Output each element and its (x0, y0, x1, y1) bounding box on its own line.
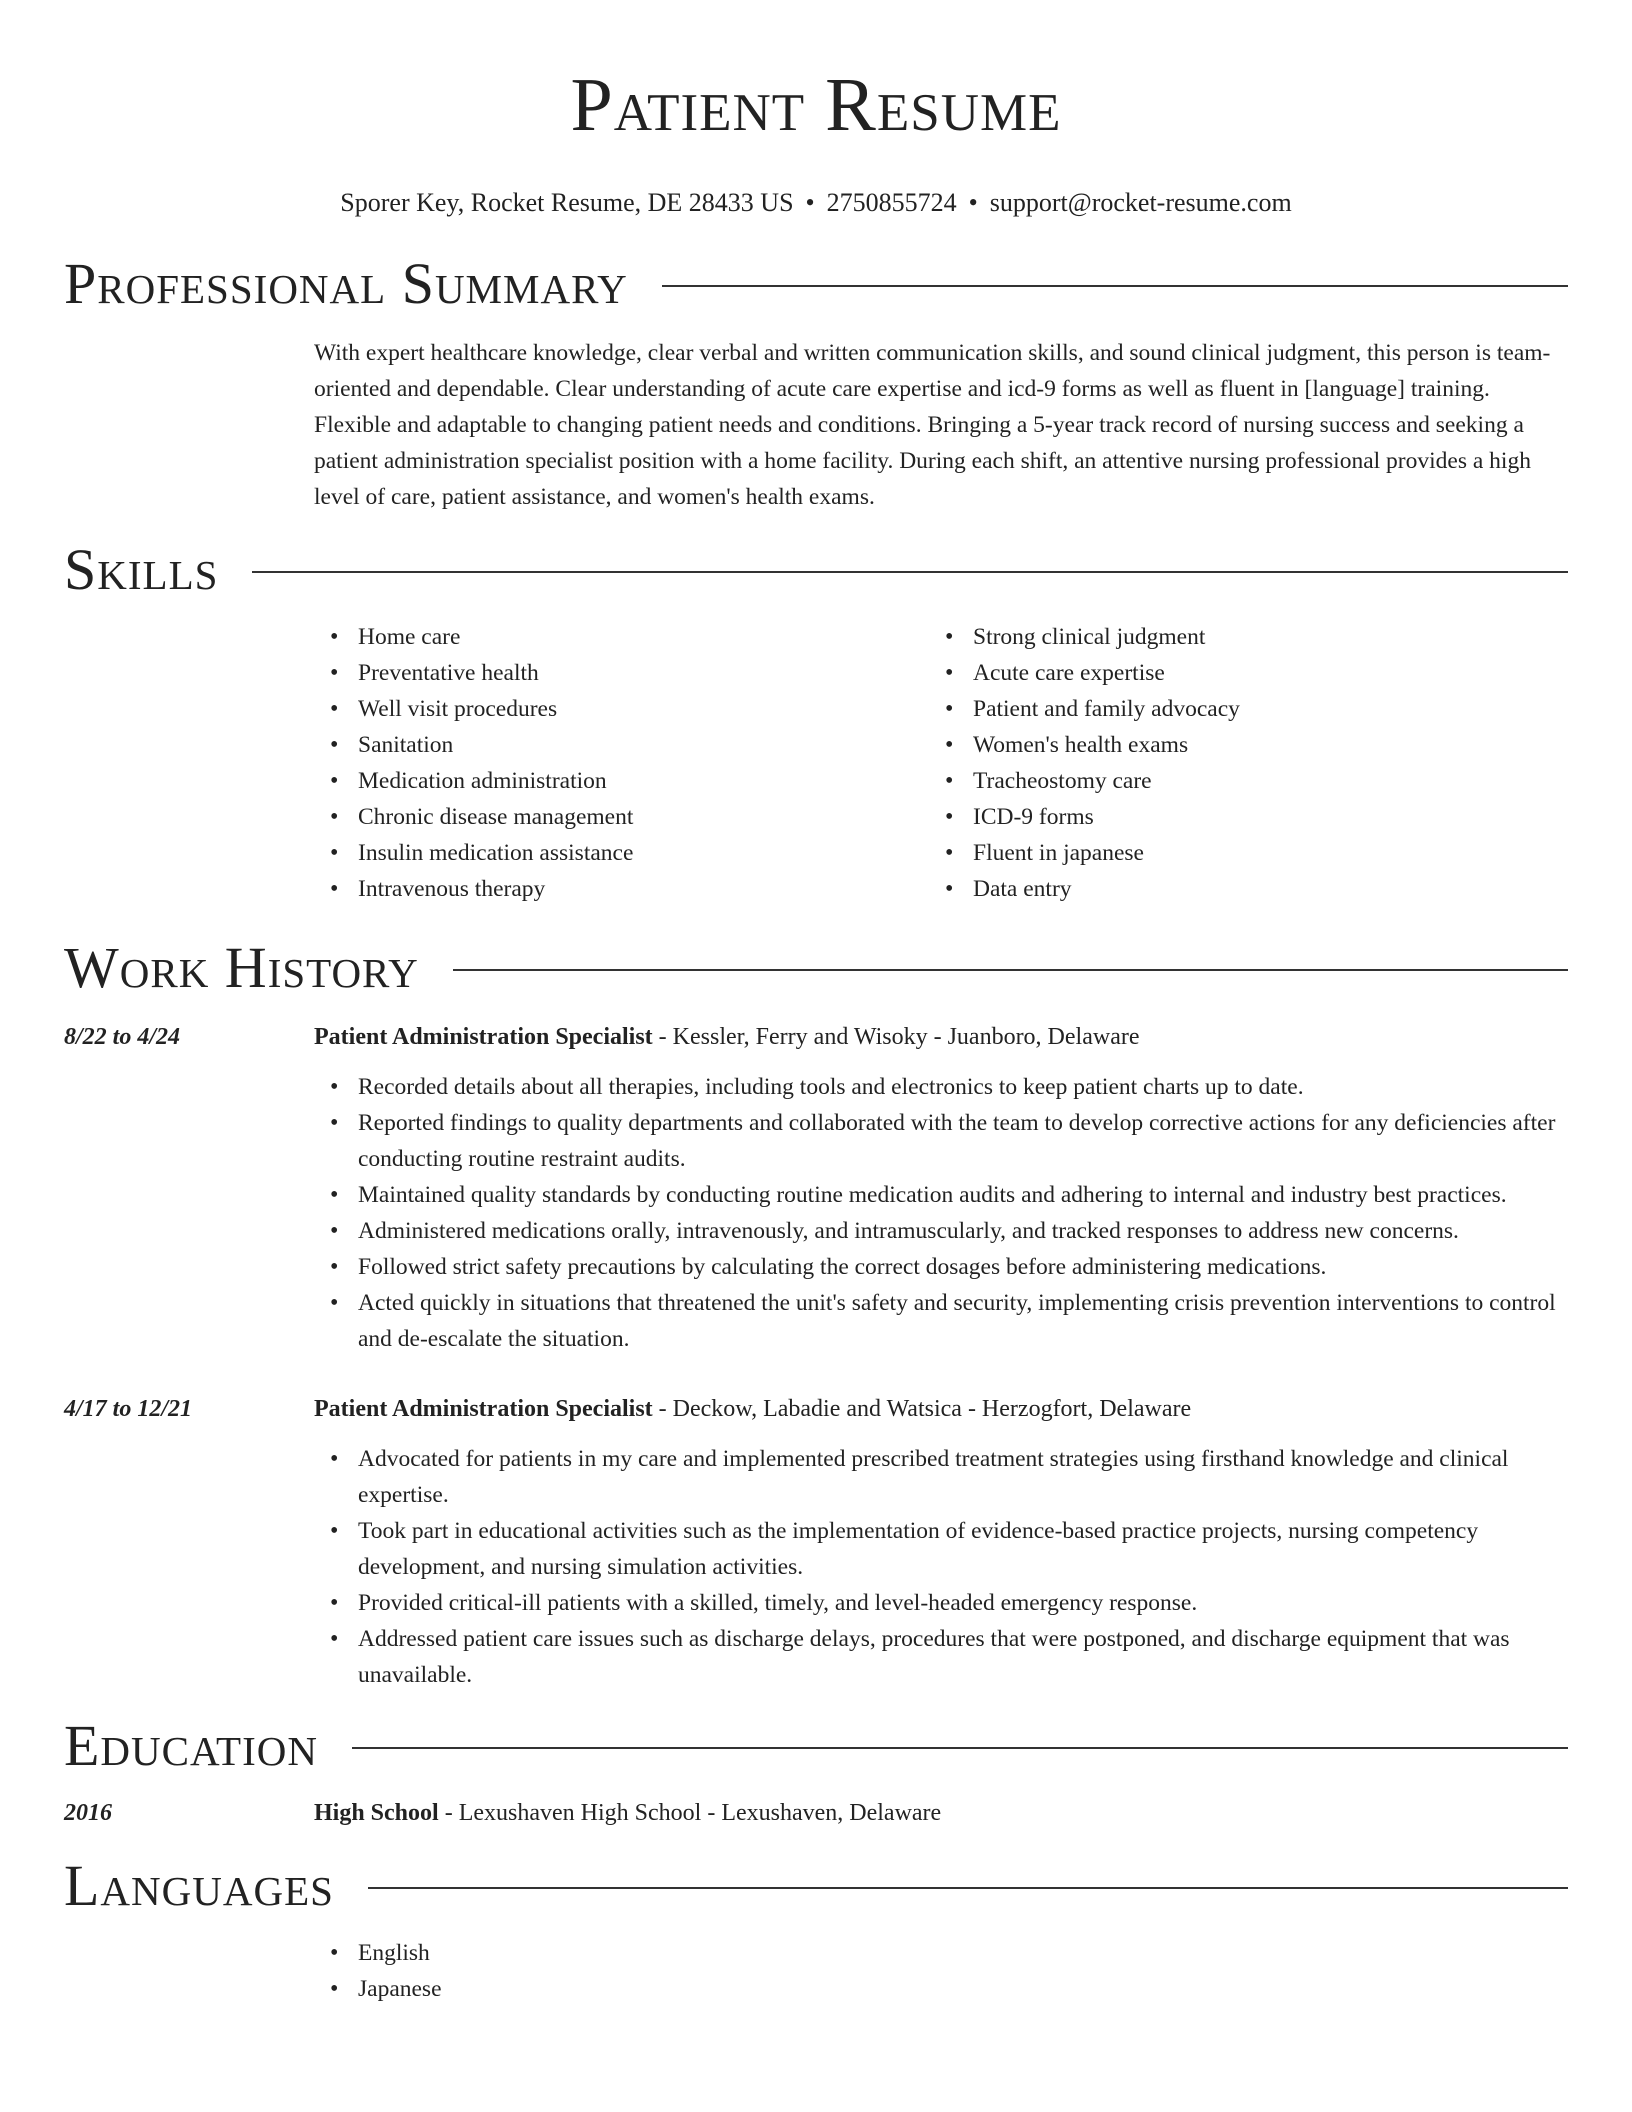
job-employer: - Deckow, Labadie and Watsica - Herzogfort, Delaware (652, 1396, 1192, 1422)
work-heading: Work History (64, 935, 419, 1000)
skills-section-heading (64, 535, 1568, 605)
job-bullet: • Followed strict safety precautions by calculating the correct dosages before administering medications. (314, 1249, 1568, 1285)
job-dates: 8/22 to 4/24 (64, 1024, 181, 1050)
job-bullet: • Recorded details about all therapies, including tools and electronics to keep patient charts up to date. (314, 1069, 1568, 1105)
job-title: Patient Administration Specialist (314, 1024, 653, 1050)
section-divider (352, 1747, 1568, 1749)
skill-item: • Sanitation (314, 727, 929, 763)
contact-email: support@rocket-resume.com (989, 188, 1292, 217)
job-bullets (314, 1069, 1568, 1357)
section-divider (368, 1887, 1568, 1889)
skill-item: • Data entry (929, 871, 1544, 907)
summary-text: With expert healthcare knowledge, clear verbal and written communication skills, and sound clinical judgment, this person is team-oriented and dependable. Clear understanding of acute care expertise and icd-9 forms as well as fluent in [language] training. Flexible and adaptable to changing patient needs and conditions. Bringing a 5-year track record of nursing success and seeking a patient administration specialist position with a home facility. During each shift, an attentive nursing professional provides a high level of care, patient assistance, and women's health exams. (314, 340, 1551, 510)
skill-item: • Patient and family advocacy (929, 691, 1544, 727)
contact-line (64, 187, 1568, 219)
job-entry (64, 1391, 1568, 1693)
job-bullet: • Addressed patient care issues such as discharge delays, procedures that were postponed, and discharge equipment that was unavailable. (314, 1621, 1568, 1693)
job-bullet: • Took part in educational activities such as the implementation of evidence-based practice projects, nursing competency development, and nursing simulation activities. (314, 1513, 1568, 1585)
section-divider (453, 969, 1568, 971)
skill-item: • ICD-9 forms (929, 799, 1544, 835)
job-bullet: • Provided critical-ill patients with a skilled, timely, and level-headed emergency response. (314, 1585, 1568, 1621)
skill-item: • Medication administration (314, 763, 929, 799)
skill-item: • Strong clinical judgment (929, 619, 1544, 655)
job-detail (314, 1019, 1568, 1357)
skill-item: • Well visit procedures (314, 691, 929, 727)
work-section-heading (64, 933, 1568, 1003)
education-section-heading (64, 1711, 1568, 1781)
job-title-line (314, 1391, 1568, 1427)
summary-body (314, 335, 1568, 515)
skill-item: • Acute care expertise (929, 655, 1544, 691)
skill-item: • Tracheostomy care (929, 763, 1544, 799)
section-divider (662, 285, 1568, 287)
job-title: Patient Administration Specialist (314, 1396, 653, 1422)
skill-item: • Home care (314, 619, 929, 655)
job-detail (314, 1391, 1568, 1693)
contact-separator: • (968, 188, 978, 217)
language-item: • English (314, 1935, 1568, 1971)
resume-name: Patient Resume (570, 63, 1062, 147)
education-school: - Lexushaven High School - Lexushaven, Delaware (438, 1800, 942, 1826)
contact-address: Sporer Key, Rocket Resume, DE 28433 US (340, 188, 794, 217)
section-divider (252, 571, 1568, 573)
summary-heading: Professional Summary (64, 251, 628, 316)
education-degree: High School (314, 1800, 439, 1826)
education-heading: Education (64, 1713, 318, 1778)
languages-heading: Languages (64, 1853, 334, 1918)
languages-body (314, 1935, 1568, 2007)
job-bullet: • Reported findings to quality departments and collaborated with the team to develop corrective actions for any deficiencies after conducting routine restraint audits. (314, 1105, 1568, 1177)
job-bullet: • Maintained quality standards by conducting routine medication audits and adhering to internal and industry best practices. (314, 1177, 1568, 1213)
job-bullet: • Administered medications orally, intravenously, and intramuscularly, and tracked responses to address new concerns. (314, 1213, 1568, 1249)
skills-grid (314, 619, 1568, 907)
job-bullet: • Advocated for patients in my care and implemented prescribed treatment strategies using firsthand knowledge and clinical expertise. (314, 1441, 1568, 1513)
skill-item: • Chronic disease management (314, 799, 929, 835)
languages-section-heading (64, 1851, 1568, 1921)
education-year: 2016 (64, 1800, 112, 1826)
education-entry (64, 1795, 1568, 1831)
languages-list (314, 1935, 1568, 2007)
contact-separator: • (805, 188, 815, 217)
skill-item: • Fluent in japanese (929, 835, 1544, 871)
job-employer: - Kessler, Ferry and Wisoky - Juanboro, Delaware (652, 1024, 1140, 1050)
education-line (314, 1795, 1568, 1831)
summary-section-heading (64, 249, 1568, 319)
skills-heading: Skills (64, 537, 219, 602)
job-entry (64, 1019, 1568, 1357)
job-bullet: • Acted quickly in situations that threatened the unit's safety and security, implementing crisis prevention interventions to control and de-escalate the situation. (314, 1285, 1568, 1357)
skill-item: • Women's health exams (929, 727, 1544, 763)
skills-right-column (929, 619, 1544, 907)
contact-phone: 2750855724 (826, 188, 957, 217)
job-title-line (314, 1019, 1568, 1055)
job-dates: 4/17 to 12/21 (64, 1396, 193, 1422)
skill-item: • Intravenous therapy (314, 871, 929, 907)
skill-item: • Insulin medication assistance (314, 835, 929, 871)
job-bullets (314, 1441, 1568, 1693)
education-detail (314, 1795, 1568, 1831)
language-item: • Japanese (314, 1971, 1568, 2007)
skills-left-column (314, 619, 929, 907)
skill-item: • Preventative health (314, 655, 929, 691)
